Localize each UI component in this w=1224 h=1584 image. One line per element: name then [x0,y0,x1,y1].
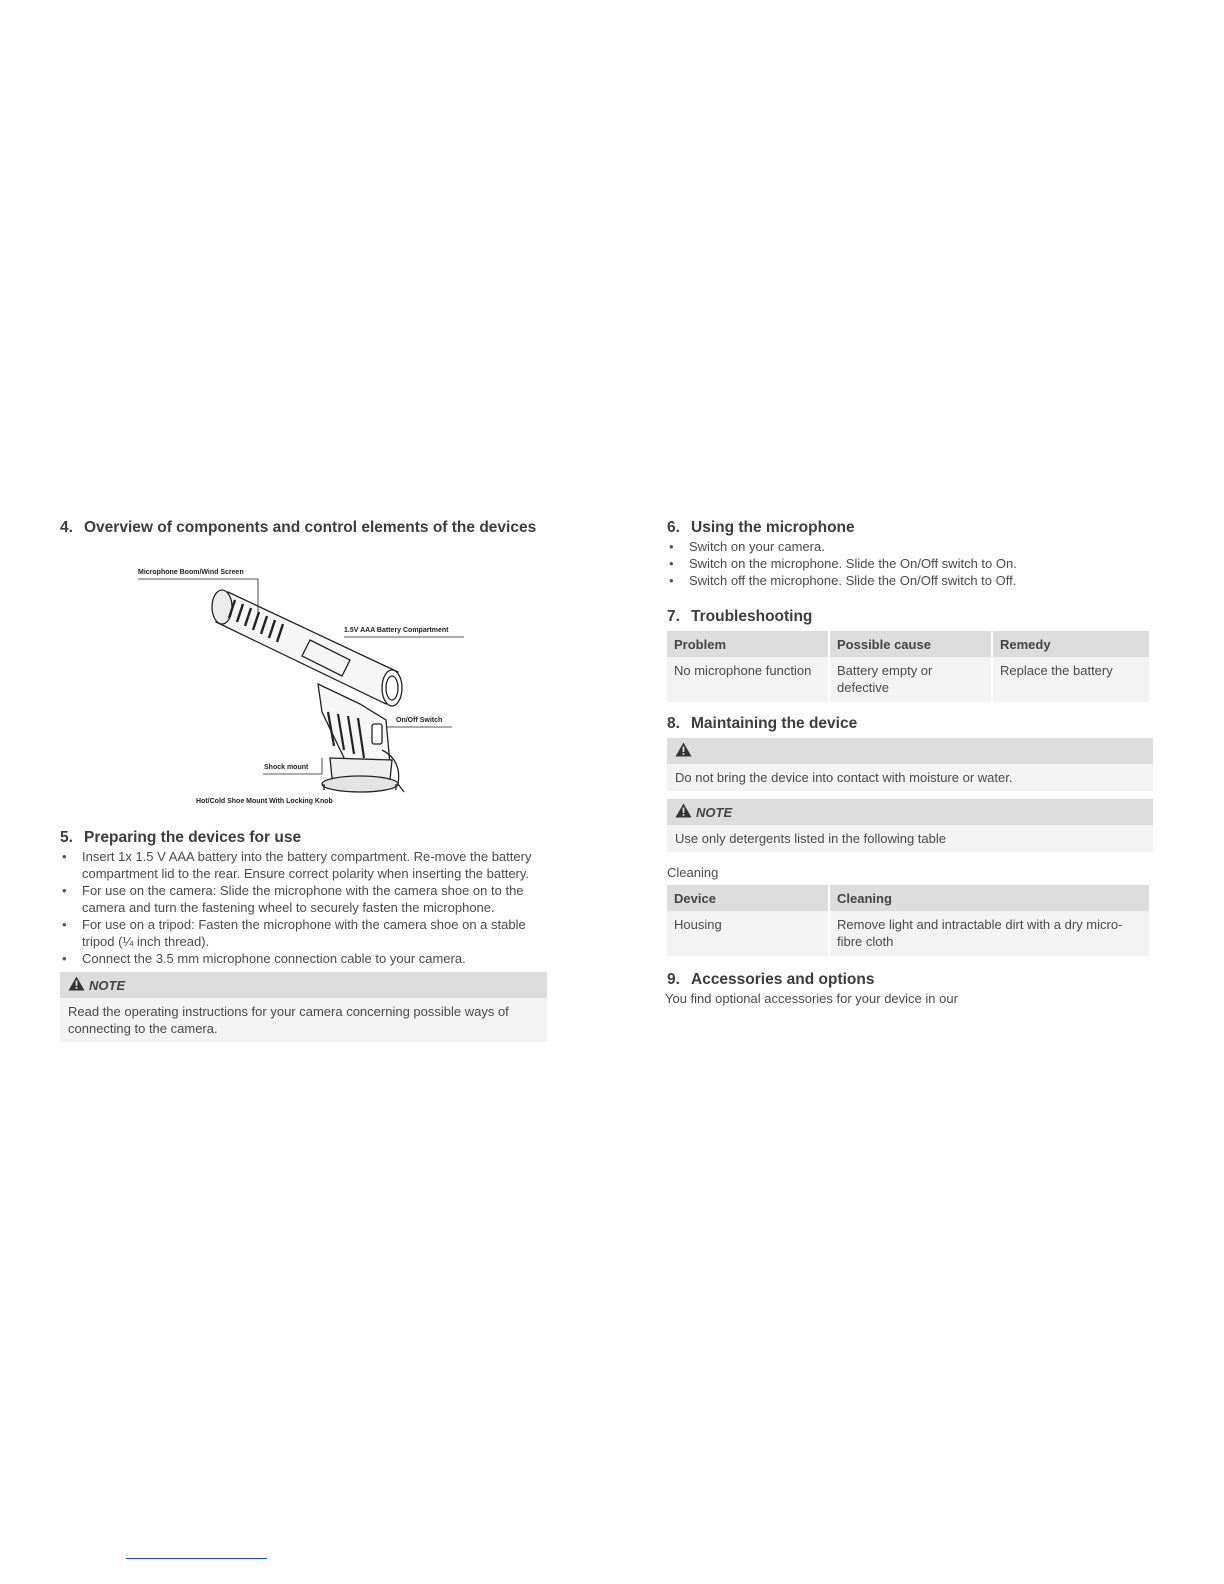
warning-text: Do not bring the device into contact with moisture or water. [675,770,1013,785]
table-cell: Replace the battery [993,657,1149,702]
list-item: • For use on the camera: Slide the microphone with the camera shoe on to the camera and turn the fastening wheel to securely fasten the microphone. [60,882,547,916]
warning-box [667,738,1153,791]
note-text: Use only detergents listed in the following table [675,831,946,846]
warning-icon [68,976,85,994]
section-5-list [60,848,547,967]
section-4-heading: 4. Overview of components and control elements of the devices [60,519,537,536]
section-9-heading: 9. Accessories and options [667,971,875,988]
table-cell: Housing [667,911,828,956]
microphone-diagram [60,544,547,805]
callout-battery: 1.5V AAA Battery Compartment [344,627,449,634]
troubleshooting-table [665,631,1151,702]
table-cell: Remove light and intractable dirt with a dry micro-fibre cloth [830,911,1149,956]
table-row [667,657,1149,702]
callout-boom: Microphone Boom/Wind Screen [138,569,244,576]
table-header-row [667,631,1149,657]
note-label: NOTE [89,977,126,993]
list-item: • Switch off the microphone. Slide the On/Off switch to Off. [667,572,1153,589]
note-label: NOTE [696,804,733,820]
section-7-heading: 7. Troubleshooting [667,608,813,625]
right-column [667,518,1153,1007]
section-5-heading: 5. Preparing the devices for use [60,829,302,846]
microphone-illustration [60,544,547,794]
table-row [667,911,1149,956]
list-item: • For use on a tripod: Fasten the microphone with the camera shoe on a stable tripod (¼ inch thread). [60,916,547,950]
note-box [667,799,1153,852]
callout-shock: Shock mount [264,764,309,771]
table-header: Problem [667,631,828,657]
table-header-row [667,885,1149,911]
table-cell: Battery empty or defective [830,657,991,702]
table-cell: No microphone function [667,657,828,702]
list-item: • Switch on your camera. [667,538,1153,555]
table-header: Cleaning [830,885,1149,911]
warning-icon [675,803,692,821]
warning-header [667,738,1153,764]
note-text: Read the operating instructions for your camera concerning possible ways of connecting to the camera. [68,1004,509,1036]
note-header [60,972,547,998]
warning-icon [675,742,692,760]
cleaning-table [665,885,1151,956]
list-item: • Insert 1x 1.5 V AAA battery into the battery compartment. Re-move the battery compartment lid to the rear. Ensure correct polarity when inserting the battery. [60,848,547,882]
table-header: Remedy [993,631,1149,657]
callout-switch: On/Off Switch [396,717,443,724]
footnote-divider [126,1558,267,1559]
section-6-heading: 6. Using the microphone [667,519,855,536]
accessories-text: You find optional accessories for your device in our [665,991,958,1006]
section-6-list [667,538,1153,589]
callout-shoe: Hot/Cold Shoe Mount With Locking Knob [196,798,333,805]
cleaning-label: Cleaning [667,865,719,880]
table-header: Device [667,885,828,911]
note-box [60,972,547,1042]
left-column [60,518,547,1042]
list-item: • Connect the 3.5 mm microphone connection cable to your camera. [60,950,547,967]
note-header [667,799,1153,825]
list-item: • Switch on the microphone. Slide the On/Off switch to On. [667,555,1153,572]
section-8-heading: 8. Maintaining the device [667,715,858,732]
table-header: Possible cause [830,631,991,657]
